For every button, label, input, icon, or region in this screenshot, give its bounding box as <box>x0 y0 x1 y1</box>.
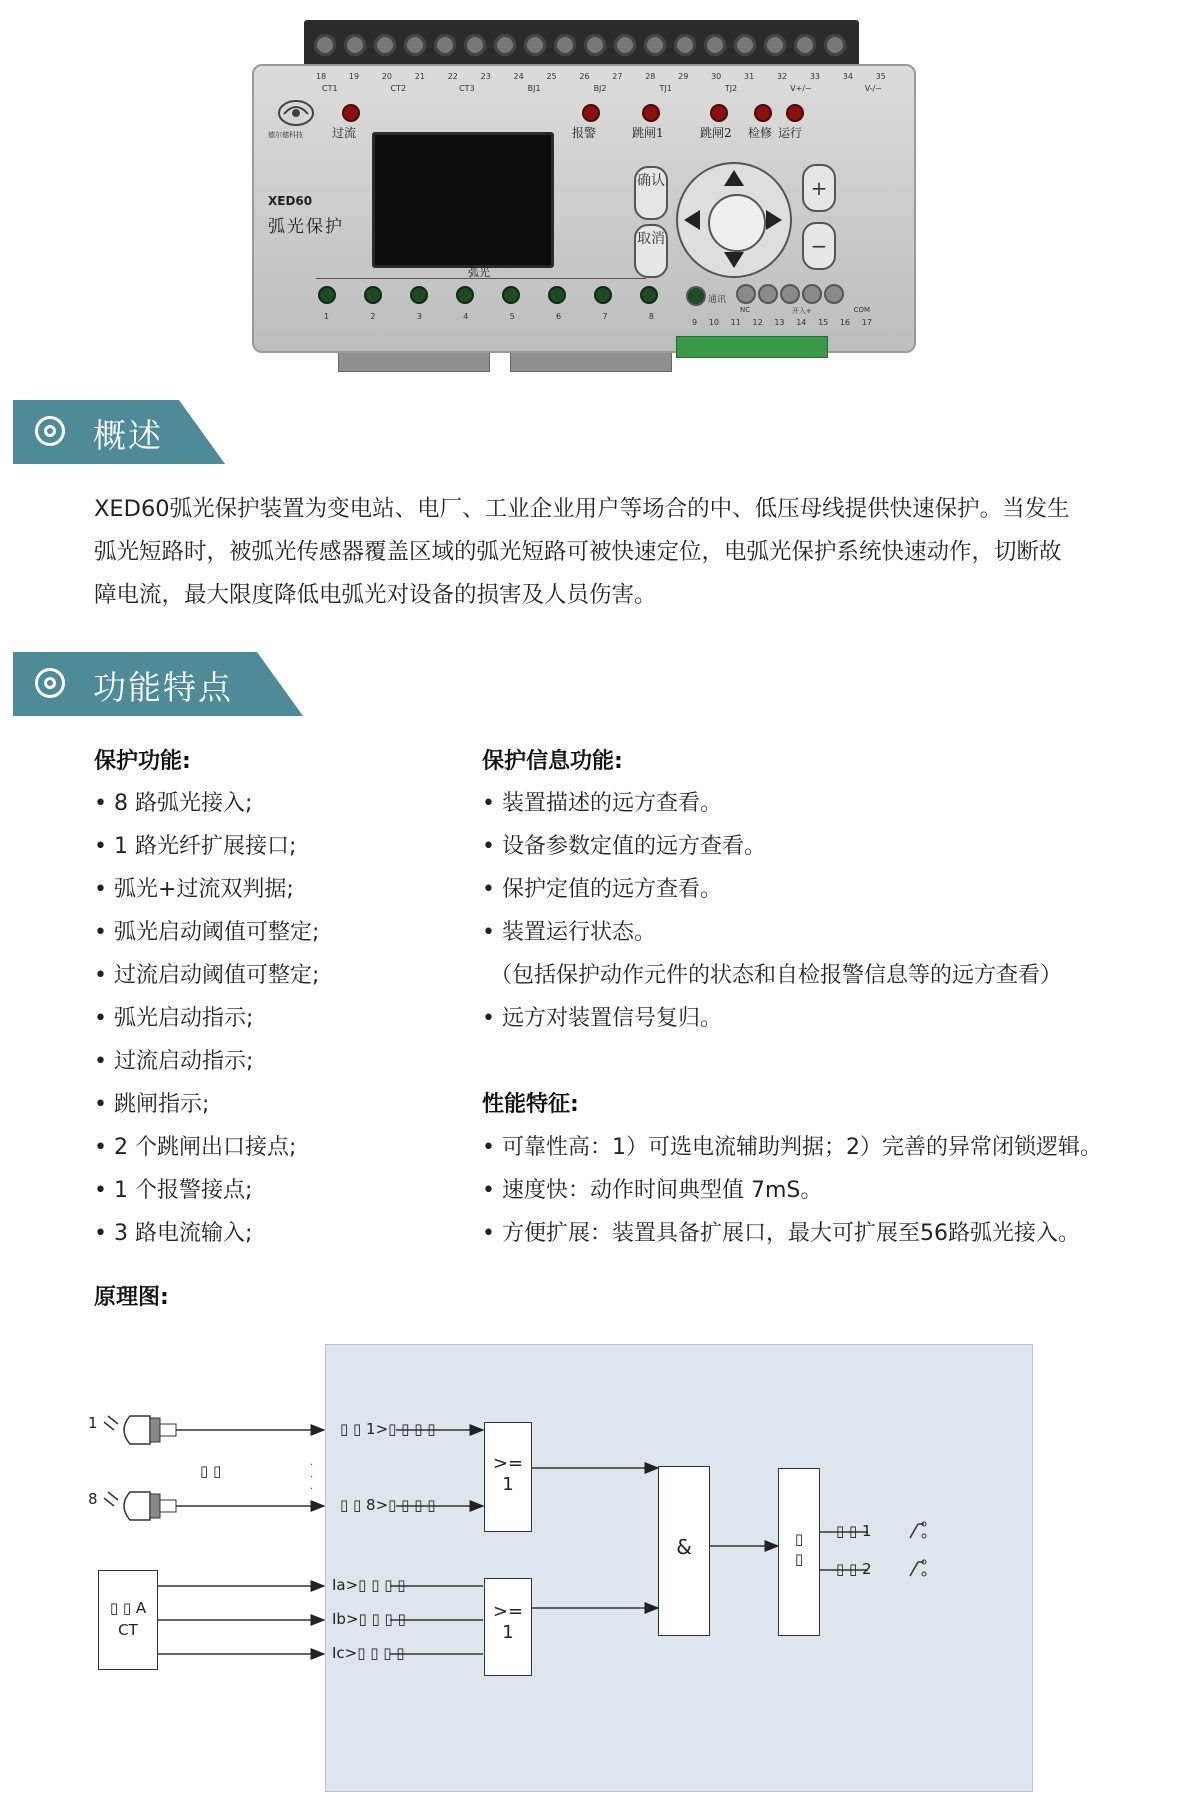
status-led <box>782 286 798 302</box>
or-gate-value: 1 <box>502 1474 514 1495</box>
arc-channel-led <box>458 288 472 302</box>
output-2-label: ▯ ▯ 2 <box>836 1560 872 1578</box>
performance-item: • 可靠性高：1）可选电流辅助判据；2）完善的异常闭锁逻辑。 <box>482 1135 1102 1160</box>
info-item: • 装置运行状态。 <box>482 920 656 945</box>
overview-header <box>13 400 225 464</box>
screw-icon <box>524 34 546 56</box>
performance-item: • 速度快：动作时间典型值 7mS。 <box>482 1178 823 1203</box>
screw-icon <box>464 34 486 56</box>
cancel-key[interactable]: 取消 <box>634 224 668 278</box>
comm-label: 通讯 <box>708 295 727 305</box>
svg-text:·: · <box>310 1460 314 1471</box>
info-item: • 设备参数定值的远方查看。 <box>482 834 766 859</box>
protection-item: • 8 路弧光接入; <box>94 791 253 816</box>
alarm-label: 报警 <box>572 126 597 140</box>
arc-channel-led <box>320 288 334 302</box>
arc-sensor-1-icon <box>104 1416 324 1444</box>
screw-icon <box>404 34 426 56</box>
arc-channel-led <box>366 288 380 302</box>
screw-icon <box>494 34 516 56</box>
screw-icon <box>644 34 666 56</box>
trip2-led <box>712 106 726 120</box>
features-header <box>13 652 303 716</box>
bottom-group-labels: NC 开入+ COM <box>740 306 870 315</box>
svg-text:·: · <box>310 1484 314 1495</box>
arc-channel-numbers: 1 2 3 4 5 6 7 8 <box>324 312 654 321</box>
top-group-labels: CT1 CT2 CT3 BJ1 BJ2 TJ1 TJ2 V+/~ V-/~ <box>322 84 882 93</box>
arrow-right-icon[interactable] <box>766 210 782 230</box>
or-gate-value: 1 <box>502 1622 514 1643</box>
info-item: • 保护定值的远方查看。 <box>482 877 722 902</box>
plus-key[interactable]: + <box>802 164 836 212</box>
diagram-heading: 原理图: <box>94 1285 169 1310</box>
green-terminal-block <box>676 336 828 358</box>
arc-input-1-label: ▯ ▯ 1>▯ ▯ ▯ ▯ <box>340 1420 436 1438</box>
device-photo <box>252 14 912 374</box>
protection-item: • 弧光+过流双判据; <box>94 877 294 902</box>
minus-key[interactable]: − <box>802 222 836 270</box>
target-icon <box>35 416 65 446</box>
screw-icon <box>554 34 576 56</box>
protection-item: • 弧光启动阈值可整定; <box>94 920 320 945</box>
screw-icon <box>674 34 696 56</box>
maintenance-label: 检修 <box>748 126 773 140</box>
screw-icon <box>824 34 846 56</box>
overview-line: XED60弧光保护装置为变电站、电厂、工业企业用户等场合的中、低压母线提供快速保护。当发生 <box>94 496 1070 522</box>
bottom-terminal-numbers: 9 10 11 12 13 14 15 16 17 <box>692 318 872 327</box>
ct-label-line2: CT <box>118 1621 138 1639</box>
comm-led <box>688 288 704 304</box>
status-led <box>760 286 776 302</box>
direction-pad[interactable] <box>676 162 792 278</box>
model-label: XED60 <box>268 194 313 208</box>
arc-channel-led <box>504 288 518 302</box>
ib-label: Ib>▯ ▯ ▯ ▯ <box>332 1610 406 1628</box>
relay-contact-2-icon <box>910 1560 926 1576</box>
ic-label: Ic>▯ ▯ ▯ ▯ <box>332 1644 405 1662</box>
device-front-panel <box>252 64 916 353</box>
protection-item: • 2 个跳闸出口接点; <box>94 1135 297 1160</box>
screw-icon <box>374 34 396 56</box>
overcurrent-led <box>344 106 358 120</box>
svg-text:·: · <box>310 1472 314 1483</box>
trip2-label: 跳闸2 <box>700 126 732 140</box>
principle-diagram <box>88 1318 1088 1798</box>
screw-icon <box>704 34 726 56</box>
or-gate-symbol: >= <box>492 1453 524 1474</box>
lcd-screen <box>372 132 554 268</box>
sensor-1-label: 1 <box>88 1414 98 1432</box>
ct-label-line1: ▯ ▯ A <box>109 1599 147 1617</box>
arc-input-8-label: ▯ ▯ 8>▯ ▯ ▯ ▯ <box>340 1496 436 1514</box>
screw-icon <box>794 34 816 56</box>
run-led <box>788 106 802 120</box>
performance-heading: 性能特征: <box>482 1092 579 1117</box>
and-gate: & <box>658 1466 710 1636</box>
brand-logo-icon <box>276 98 316 128</box>
overview-line: 障电流，最大限度降低电弧光对设备的损害及人员伤害。 <box>94 582 657 608</box>
or-gate-symbol: >= <box>492 1601 524 1622</box>
trip1-label: 跳闸1 <box>632 126 664 140</box>
trip1-led <box>644 106 658 120</box>
arrow-up-icon[interactable] <box>724 170 744 186</box>
arc-label: 弧光 <box>468 266 490 279</box>
direction-pad-center <box>708 194 766 252</box>
product-name-label: 弧光保护 <box>268 217 344 237</box>
target-icon <box>35 668 65 698</box>
arrow-down-icon[interactable] <box>724 252 744 268</box>
overview-title: 概述 <box>93 416 163 455</box>
arc-channel-led <box>596 288 610 302</box>
or-gate-arc <box>484 1422 532 1532</box>
arrow-left-icon[interactable] <box>684 210 700 230</box>
performance-item: • 方便扩展：装置具备扩展口，最大可扩展至56路弧光接入。 <box>482 1221 1080 1246</box>
sensor-8-label: 8 <box>88 1490 98 1508</box>
ct-block <box>98 1570 158 1670</box>
protection-heading: 保护功能: <box>94 749 191 774</box>
status-led <box>804 286 820 302</box>
output-1-label: ▯ ▯ 1 <box>836 1522 872 1540</box>
top-terminal-numbers: 18 19 20 21 22 23 24 25 26 27 28 29 30 31 32 33 34 35 <box>316 72 886 81</box>
screw-icon <box>764 34 786 56</box>
info-item: • 远方对装置信号复归。 <box>482 1006 722 1031</box>
run-label: 运行 <box>778 126 803 140</box>
screw-icon <box>734 34 756 56</box>
info-heading: 保护信息功能: <box>482 749 623 774</box>
arc-sensor-8-icon <box>104 1492 324 1520</box>
relay-contact-1-icon <box>910 1522 926 1538</box>
status-led <box>826 286 842 302</box>
confirm-key[interactable]: 确认 <box>634 166 668 220</box>
protection-item: • 1 个报警接点; <box>94 1178 253 1203</box>
screw-icon <box>344 34 366 56</box>
brand-name: 德尔德科技 <box>268 131 303 139</box>
screw-icon <box>434 34 456 56</box>
protection-item: • 弧光启动指示; <box>94 1006 254 1031</box>
arc-channel-led <box>550 288 564 302</box>
output-block: ▯ ▯ <box>778 1468 820 1636</box>
maintenance-led <box>756 106 770 120</box>
or-gate-current <box>484 1578 532 1676</box>
protection-item: • 过流启动指示; <box>94 1049 254 1074</box>
screw-icon <box>584 34 606 56</box>
screw-icon <box>314 34 336 56</box>
overview-line: 弧光短路时，被弧光传感器覆盖区域的弧光短路可被快速定位，电弧光保护系统快速动作，切断故 <box>94 539 1062 565</box>
info-item: • 装置描述的远方查看。 <box>482 791 722 816</box>
features-title: 功能特点 <box>93 668 233 707</box>
status-led <box>738 286 754 302</box>
protection-item: • 跳闸指示; <box>94 1092 210 1117</box>
arc-channel-led <box>412 288 426 302</box>
screw-icon <box>614 34 636 56</box>
info-item-note: （包括保护动作元件的状态和自检报警信息等的远方查看） <box>490 963 1063 988</box>
ia-label: Ia>▯ ▯ ▯ ▯ <box>332 1576 406 1594</box>
protection-item: • 过流启动阈值可整定; <box>94 963 320 988</box>
protection-item: • 1 路光纤扩展接口; <box>94 834 297 859</box>
alarm-led <box>584 106 598 120</box>
diagram-lines <box>88 1318 1088 1798</box>
sensor-gap-label: ▯ ▯ <box>200 1462 222 1480</box>
protection-item: • 3 路电流输入; <box>94 1221 253 1246</box>
overcurrent-label: 过流 <box>332 126 357 140</box>
arc-channel-led <box>642 288 656 302</box>
overview-paragraph <box>94 488 1164 617</box>
